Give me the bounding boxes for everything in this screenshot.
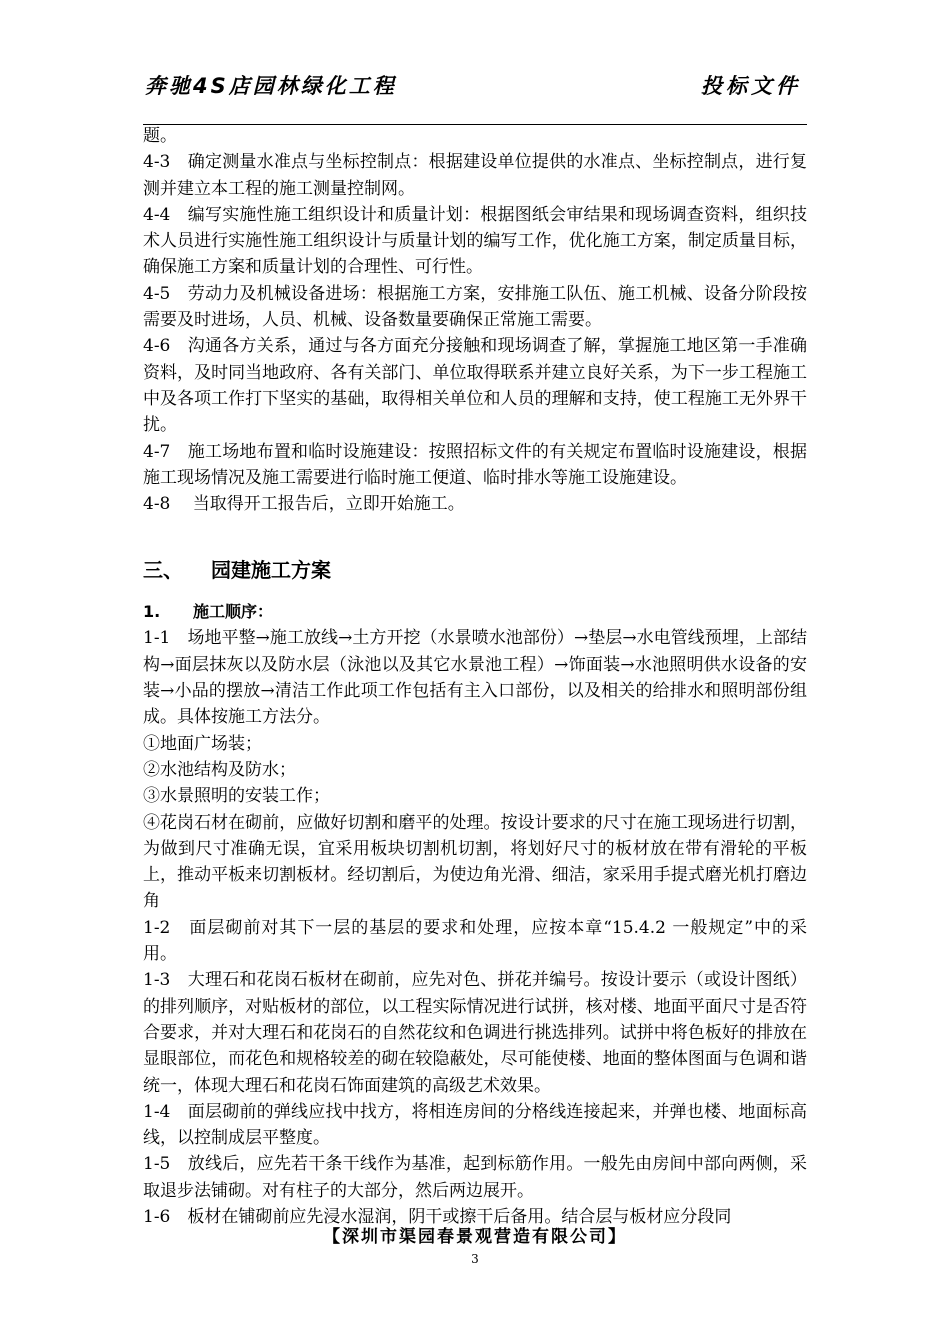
- subsection-heading: [143, 599, 807, 625]
- list-item: ①地面广场装；: [143, 733, 262, 754]
- subsection-title: 施工顺序：: [193, 602, 274, 622]
- list-item: ④花岗石材在砌前，应做好切割和磨平的处理。按设计要求的尺寸在施工现场进行切割，为做到尺寸准确无误，宜采用板块切割机切割，将划好尺寸的板材放在带有滑轮的平板上，推动平板来切割板材。经切割后，为使边角光滑、细洁，家采用手提式磨光机打磨边角: [143, 812, 807, 912]
- paragraph: 1-6 板材在铺砌前应先浸水湿润，阴干或擦干后备用。结合层与板材应分段同: [143, 1206, 732, 1227]
- paragraph: 4-4 编写实施性施工组织设计和质量计划：根据图纸会审结果和现场调查资料，组织技术人员进行实施性施工组织设计与质量计划的编写工作，优化施工方案，制定质量目标，确保施工方案和质量计划的合理性、可行性。: [143, 204, 807, 278]
- paragraph: 1-2 面层砌前对其下一层的基层的要求和处理，应按本章“15.4.2 一般规定”中的采用。: [143, 917, 807, 965]
- paragraph: 1-5 放线后，应先若干条干线作为基准，起到标筋作用。一般先由房间中部向两侧，采取退步法铺砌。对有柱子的大部分，然后两边展开。: [143, 1154, 807, 1201]
- section-number: 三、: [143, 558, 183, 583]
- paragraph: 1-1 场地平整→施工放线→土方开挖（水景喷水池部份）→垫层→水电管线预埋，上部结构→面层抹灰以及防水层（泳池以及其它水景池工程）→饰面装→水池照明供水设备的安装→小品的摆放→清洁工作此项工作包括有主入口部份，以及相关的给排水和照明部份组成。具体按施工方法分。: [143, 628, 807, 728]
- document-body: [143, 123, 807, 1230]
- page-number: 3: [471, 1252, 479, 1266]
- paragraph: 4-3 确定测量水准点与坐标控制点：根据建设单位提供的水准点、坐标控制点，进行复测并建立本工程的施工测量控制网。: [143, 152, 807, 199]
- list-item: ③水景照明的安装工作；: [143, 786, 330, 807]
- company-footer: 【深圳市渠园春景观营造有限公司】: [323, 1227, 627, 1247]
- list-item: ②水池结构及防水；: [143, 759, 296, 780]
- paragraph: 题。: [143, 126, 177, 146]
- page-header: [143, 62, 807, 125]
- paragraph: 4-5 劳动力及机械设备进场：根据施工方案，安排施工队伍、施工机械、设备分阶段按需要及时进场，人员、机械、设备数量要确保正常施工需要。: [143, 283, 807, 331]
- paragraph: 1-4 面层砌前的弹线应找中找方，将相连房间的分格线连接起来，并弹也楼、地面标高线，以控制成层平整度。: [143, 1101, 807, 1149]
- document-type: 投标文件: [701, 74, 801, 98]
- section-heading: [143, 557, 807, 583]
- paragraph: 4-8 当取得开工报告后，立即开始施工。: [143, 494, 465, 515]
- paragraph: 1-3 大理石和花岗石板材在砌前，应先对色、拼花并编号。按设计要示（或设计图纸）的排列顺序，对贴板材的部位，以工程实际情况进行试拼，核对楼、地面平面尺寸是否符合要求，并对大理石和花岗石的自然花纹和色调进行挑选排列。试拼中将色板好的排放在显眼部位，而花色和规格较差的砌在较隐蔽处，尽可能使楼、地面的整体图面与色调和谐统一，体现大理石和花岗石饰面建筑的高级艺术效果。: [143, 970, 807, 1096]
- project-title: 奔驰4S店园林绿化工程: [145, 74, 397, 98]
- paragraph: 4-6 沟通各方关系，通过与各方面充分接触和现场调查了解，掌握施工地区第一手准确资料，及时同当地政府、各有关部门、单位取得联系并建立良好关系，为下一步工程施工中及各项工作打下坚实的基础，取得相关单位和人员的理解和支持，使工程施工无外界干扰。: [143, 336, 807, 436]
- subsection-number: 1.: [143, 602, 161, 622]
- section-title: 园建施工方案: [211, 558, 331, 583]
- paragraph: 4-7 施工场地布置和临时设施建设：按照招标文件的有关规定布置临时设施建设，根据施工现场情况及施工需要进行临时施工便道、临时排水等施工设施建设。: [143, 441, 807, 488]
